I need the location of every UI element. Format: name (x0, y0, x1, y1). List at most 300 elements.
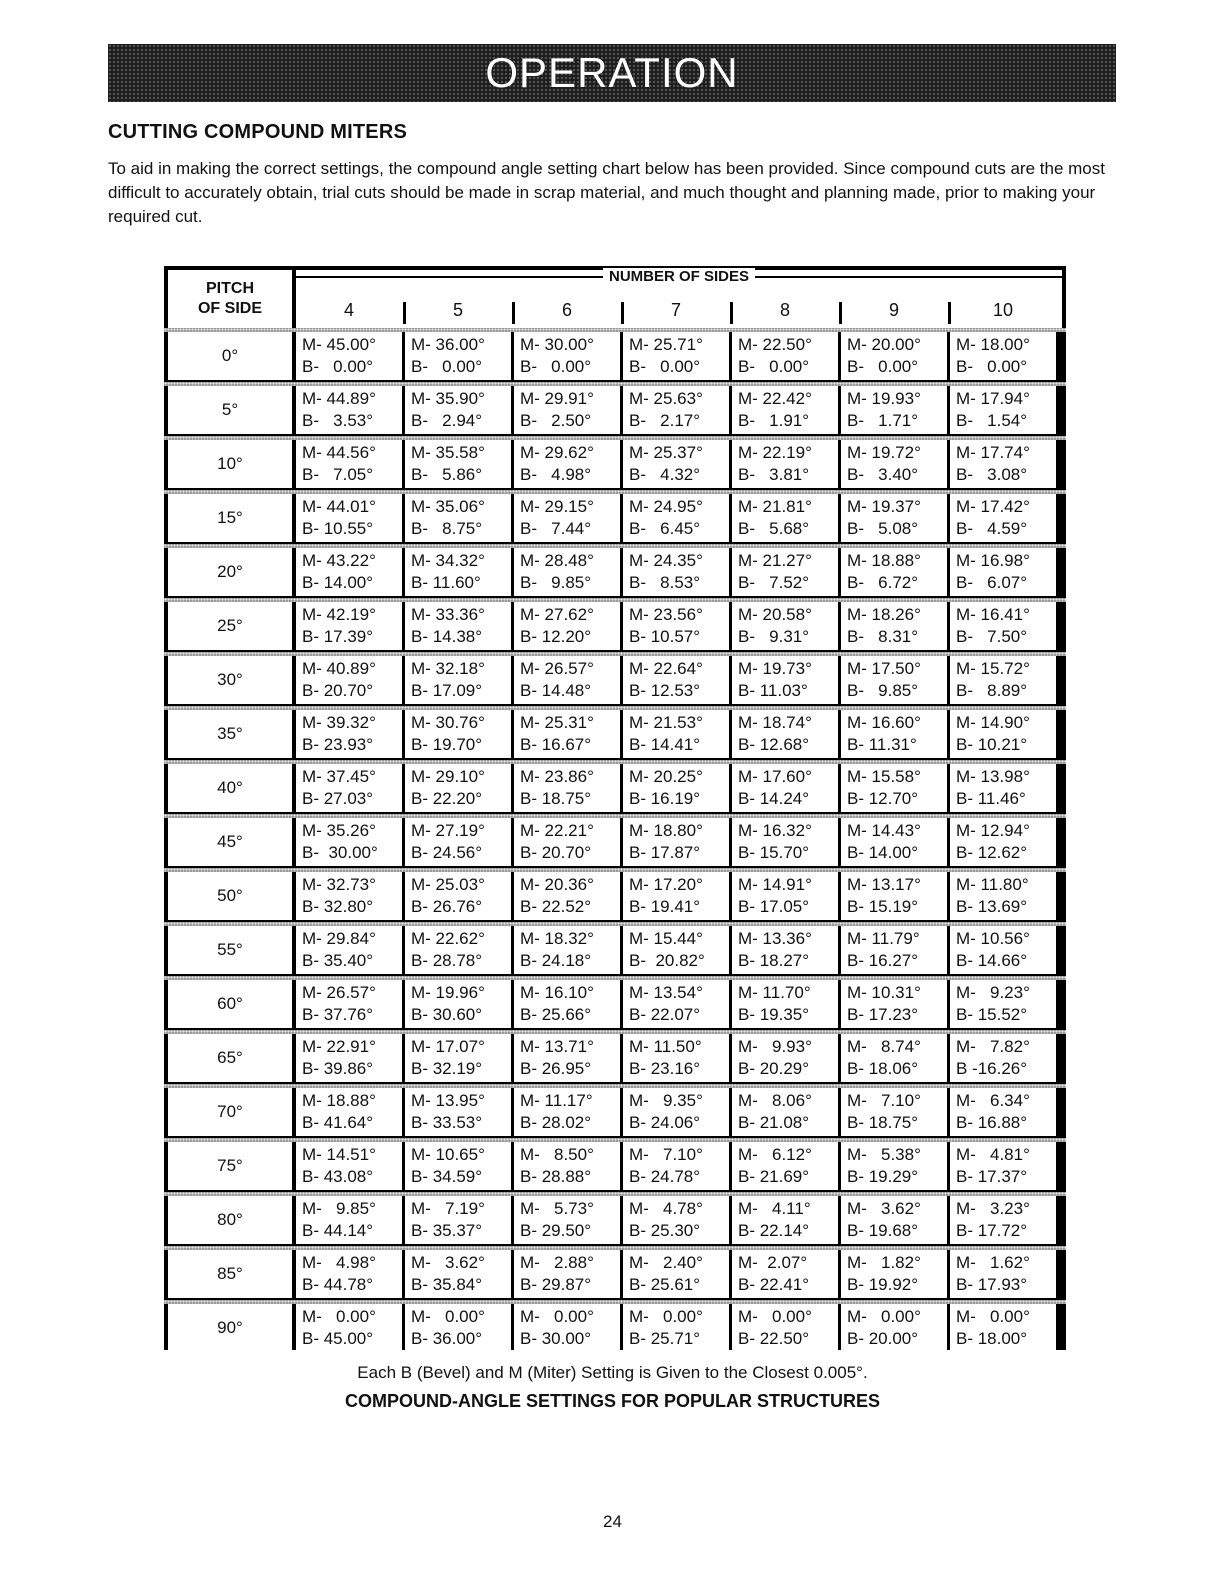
bevel-value: B- 28.88° (520, 1167, 592, 1186)
pitch-header-line2: OF SIDE (197, 300, 262, 317)
miter-value: M- 4.81° (956, 1145, 1030, 1164)
bevel-value: B- 6.72° (847, 573, 919, 592)
miter-value: M- 34.32° (411, 551, 485, 570)
setting-cell (405, 764, 511, 812)
miter-value: M- 29.84° (302, 929, 376, 948)
miter-value: M- 44.89° (302, 389, 376, 408)
miter-value: M- 13.71° (520, 1037, 594, 1056)
setting-cell (841, 602, 947, 650)
bevel-value: B- 8.53° (629, 573, 701, 592)
pitch-cell: 15° (168, 494, 292, 542)
setting-cell (296, 602, 402, 650)
column-separator (403, 302, 406, 324)
setting-cell (732, 1250, 838, 1298)
table-row (164, 1300, 1066, 1354)
miter-value: M- 12.94° (956, 821, 1030, 840)
setting-cell (296, 1304, 402, 1352)
compound-angle-chart (164, 266, 1066, 1350)
pitch-cell: 25° (168, 602, 292, 650)
bevel-value: B -16.26° (956, 1059, 1028, 1078)
miter-value: M- 29.62° (520, 443, 594, 462)
bevel-value: B- 12.20° (520, 627, 592, 646)
table-row (164, 706, 1066, 760)
setting-cell (296, 332, 402, 380)
setting-cell (296, 1088, 402, 1136)
chart-rows (164, 328, 1066, 1354)
setting-cell (732, 1034, 838, 1082)
table-row (164, 1138, 1066, 1192)
bevel-value: B- 30.00° (520, 1329, 592, 1348)
bevel-value: B- 11.31° (847, 735, 917, 754)
miter-value: M- 11.80° (956, 875, 1029, 894)
miter-value: M- 18.88° (302, 1091, 376, 1110)
setting-cell (623, 1088, 729, 1136)
sides-column-header: 9 (843, 300, 945, 324)
miter-value: M- 29.15° (520, 497, 594, 516)
bevel-value: B- 43.08° (302, 1167, 374, 1186)
miter-value: M- 8.50° (520, 1145, 594, 1164)
setting-cell (296, 980, 402, 1028)
miter-value: M- 6.12° (738, 1145, 812, 1164)
miter-value: M- 0.00° (956, 1307, 1030, 1326)
setting-cell (841, 1088, 947, 1136)
setting-cell (841, 494, 947, 542)
bevel-value: B- 5.68° (738, 519, 810, 538)
sides-column-header: 4 (298, 300, 400, 324)
miter-value: M- 14.43° (847, 821, 921, 840)
setting-cell (296, 1142, 402, 1190)
bevel-value: B- 29.87° (520, 1275, 592, 1294)
miter-value: M- 30.00° (520, 335, 594, 354)
bevel-value: B- 35.84° (411, 1275, 483, 1294)
miter-value: M- 2.88° (520, 1253, 594, 1272)
bevel-value: B- 0.00° (629, 357, 701, 376)
miter-value: M- 25.63° (629, 389, 703, 408)
miter-value: M- 3.23° (956, 1199, 1030, 1218)
setting-cell (732, 980, 838, 1028)
setting-cell (950, 440, 1056, 488)
bevel-value: B- 41.64° (302, 1113, 374, 1132)
miter-value: M- 36.00° (411, 335, 485, 354)
miter-value: M- 25.03° (411, 875, 485, 894)
table-row (164, 382, 1066, 436)
table-row (164, 1192, 1066, 1246)
setting-cell (405, 602, 511, 650)
setting-cell (623, 440, 729, 488)
miter-value: M- 22.21° (520, 821, 594, 840)
setting-cell (296, 386, 402, 434)
bevel-value: B- 10.55° (302, 519, 374, 538)
setting-cell (514, 1196, 620, 1244)
miter-value: M- 11.70° (738, 983, 811, 1002)
bevel-value: B- 39.86° (302, 1059, 374, 1078)
setting-cell (623, 818, 729, 866)
bevel-value: B- 4.32° (629, 465, 701, 484)
setting-cell (296, 1196, 402, 1244)
bevel-value: B- 17.37° (956, 1167, 1028, 1186)
setting-cell (732, 494, 838, 542)
setting-cell (405, 1088, 511, 1136)
intro-paragraph: To aid in making the correct settings, the compound angle setting chart below has been provided. Since compound cuts are the most difficult to accurately obtain, trial cuts should be made in scrap material, and much thought and planning made, prior to making your required cut. (108, 159, 1105, 226)
setting-cell (405, 1034, 511, 1082)
miter-value: M- 11.79° (847, 929, 920, 948)
miter-value: M- 5.38° (847, 1145, 921, 1164)
miter-value: M- 16.98° (956, 551, 1030, 570)
bevel-value: B- 25.66° (520, 1005, 592, 1024)
miter-value: M- 18.80° (629, 821, 703, 840)
bevel-value: B- 14.00° (847, 843, 919, 862)
bevel-value: B- 24.18° (520, 951, 592, 970)
miter-value: M- 15.58° (847, 767, 921, 786)
setting-cell (514, 1034, 620, 1082)
setting-cell (405, 926, 511, 974)
bevel-value: B- 9.31° (738, 627, 810, 646)
miter-value: M- 40.89° (302, 659, 376, 678)
column-separator (839, 302, 842, 324)
bevel-value: B- 4.59° (956, 519, 1028, 538)
bevel-value: B- 14.66° (956, 951, 1028, 970)
table-row (164, 652, 1066, 706)
table-row (164, 922, 1066, 976)
bevel-value: B- 4.98° (520, 465, 592, 484)
sides-column-header: 10 (952, 300, 1054, 324)
setting-cell (950, 656, 1056, 704)
setting-cell (405, 1250, 511, 1298)
table-row (164, 868, 1066, 922)
setting-cell (405, 1196, 511, 1244)
setting-cell (950, 386, 1056, 434)
setting-cell (296, 710, 402, 758)
page-number: 24 (603, 1512, 622, 1531)
bevel-value: B- 17.72° (956, 1221, 1028, 1240)
bevel-value: B- 12.53° (629, 681, 701, 700)
bevel-value: B- 19.41° (629, 897, 701, 916)
setting-cell (514, 386, 620, 434)
miter-value: M- 32.18° (411, 659, 485, 678)
miter-value: M- 4.11° (738, 1199, 811, 1218)
miter-value: M- 44.56° (302, 443, 376, 462)
miter-value: M- 0.00° (629, 1307, 703, 1326)
setting-cell (623, 1304, 729, 1352)
table-row (164, 976, 1066, 1030)
setting-cell (841, 440, 947, 488)
bevel-value: B- 17.09° (411, 681, 483, 700)
bevel-value: B- 22.52° (520, 897, 592, 916)
setting-cell (296, 764, 402, 812)
miter-value: M- 8.74° (847, 1037, 921, 1056)
bevel-value: B- 18.00° (956, 1329, 1028, 1348)
pitch-cell: 55° (168, 926, 292, 974)
setting-cell (732, 440, 838, 488)
miter-value: M- 21.53° (629, 713, 703, 732)
miter-value: M- 30.76° (411, 713, 485, 732)
setting-cell (296, 872, 402, 920)
miter-value: M- 22.91° (302, 1037, 376, 1056)
bevel-value: B- 0.00° (302, 357, 374, 376)
miter-value: M- 25.71° (629, 335, 703, 354)
setting-cell (514, 1250, 620, 1298)
miter-value: M- 1.82° (847, 1253, 921, 1272)
bevel-value: B- 44.14° (302, 1221, 374, 1240)
miter-value: M- 35.90° (411, 389, 485, 408)
setting-cell (514, 1304, 620, 1352)
miter-value: M- 25.31° (520, 713, 594, 732)
miter-value: M- 35.06° (411, 497, 485, 516)
miter-value: M- 21.27° (738, 551, 812, 570)
bevel-value: B- 2.94° (411, 411, 483, 430)
setting-cell (514, 656, 620, 704)
bevel-value: B- 21.08° (738, 1113, 810, 1132)
miter-value: M- 9.35° (629, 1091, 703, 1110)
miter-value: M- 20.36° (520, 875, 594, 894)
setting-cell (950, 332, 1056, 380)
miter-value: M- 5.73° (520, 1199, 594, 1218)
setting-cell (405, 332, 511, 380)
bevel-value: B- 0.00° (738, 357, 810, 376)
bevel-value: B- 16.19° (629, 789, 701, 808)
miter-value: M- 22.19° (738, 443, 812, 462)
bevel-value: B- 0.00° (847, 357, 919, 376)
pitch-cell: 65° (168, 1034, 292, 1082)
miter-value: M- 22.62° (411, 929, 485, 948)
column-separator (730, 302, 733, 324)
bevel-value: B- 14.00° (302, 573, 374, 592)
bevel-value: B- 17.05° (738, 897, 810, 916)
setting-cell (514, 710, 620, 758)
column-separator (948, 302, 951, 324)
setting-cell (514, 764, 620, 812)
bevel-value: B- 21.69° (738, 1167, 810, 1186)
bevel-value: B- 0.00° (411, 357, 483, 376)
setting-cell (950, 602, 1056, 650)
bevel-value: B- 23.16° (629, 1059, 701, 1078)
setting-cell (623, 1196, 729, 1244)
miter-value: M- 23.86° (520, 767, 594, 786)
bevel-value: B- 36.00° (411, 1329, 483, 1348)
bevel-value: B- 7.05° (302, 465, 374, 484)
miter-value: M- 13.54° (629, 983, 703, 1002)
setting-cell (623, 1034, 729, 1082)
pitch-cell: 75° (168, 1142, 292, 1190)
sides-header-label: NUMBER OF SIDES (603, 268, 755, 285)
bevel-value: B- 14.48° (520, 681, 592, 700)
bevel-value: B- 8.31° (847, 627, 919, 646)
setting-cell (405, 818, 511, 866)
miter-value: M- 19.37° (847, 497, 921, 516)
setting-cell (841, 872, 947, 920)
bevel-value: B- 1.54° (956, 411, 1028, 430)
pitch-cell: 35° (168, 710, 292, 758)
miter-value: M- 13.36° (738, 929, 812, 948)
miter-value: M- 24.95° (629, 497, 703, 516)
bevel-value: B- 24.06° (629, 1113, 701, 1132)
setting-cell (950, 548, 1056, 596)
setting-cell (514, 980, 620, 1028)
miter-value: M- 17.94° (956, 389, 1030, 408)
bevel-value: B- 22.14° (738, 1221, 810, 1240)
column-separator (512, 302, 515, 324)
miter-value: M- 19.96° (411, 983, 485, 1002)
bevel-value: B- 32.80° (302, 897, 374, 916)
miter-value: M- 3.62° (847, 1199, 921, 1218)
pitch-cell: 70° (168, 1088, 292, 1136)
bevel-value: B- 15.70° (738, 843, 810, 862)
setting-cell (623, 602, 729, 650)
pitch-cell: 45° (168, 818, 292, 866)
table-row (164, 1246, 1066, 1300)
sides-column-header: 6 (516, 300, 618, 324)
setting-cell (296, 818, 402, 866)
table-row (164, 436, 1066, 490)
bevel-value: B- 9.85° (847, 681, 919, 700)
bevel-value: B- 25.61° (629, 1275, 701, 1294)
bevel-value: B- 22.50° (738, 1329, 810, 1348)
bevel-value: B- 11.60° (411, 573, 481, 592)
setting-cell (841, 1304, 947, 1352)
setting-cell (405, 548, 511, 596)
miter-value: M- 18.88° (847, 551, 921, 570)
setting-cell (950, 710, 1056, 758)
setting-cell (623, 710, 729, 758)
miter-value: M- 16.60° (847, 713, 921, 732)
bevel-value: B- 34.59° (411, 1167, 483, 1186)
bevel-value: B- 12.70° (847, 789, 919, 808)
setting-cell (514, 872, 620, 920)
bevel-value: B- 18.06° (847, 1059, 919, 1078)
setting-cell (405, 710, 511, 758)
miter-value: M- 22.42° (738, 389, 812, 408)
bevel-value: B- 16.67° (520, 735, 592, 754)
miter-value: M- 18.00° (956, 335, 1030, 354)
setting-cell (514, 440, 620, 488)
table-row (164, 1084, 1066, 1138)
setting-cell (405, 440, 511, 488)
setting-cell (623, 386, 729, 434)
setting-cell (296, 1250, 402, 1298)
setting-cell (841, 1196, 947, 1244)
miter-value: M- 2.07° (738, 1253, 808, 1272)
miter-value: M- 9.85° (302, 1199, 376, 1218)
pitch-cell: 10° (168, 440, 292, 488)
bevel-value: B- 22.41° (738, 1275, 810, 1294)
bevel-value: B- 26.76° (411, 897, 483, 916)
bevel-value: B- 16.88° (956, 1113, 1028, 1132)
miter-value: M- 10.65° (411, 1145, 485, 1164)
miter-value: M- 22.50° (738, 335, 812, 354)
table-row (164, 814, 1066, 868)
miter-value: M- 44.01° (302, 497, 376, 516)
miter-value: M- 32.73° (302, 875, 376, 894)
miter-value: M- 9.23° (956, 983, 1030, 1002)
table-row (164, 490, 1066, 544)
miter-value: M- 17.42° (956, 497, 1030, 516)
bevel-value: B- 14.38° (411, 627, 483, 646)
setting-cell (623, 494, 729, 542)
miter-value: M- 26.57° (302, 983, 376, 1002)
bevel-value: B- 16.27° (847, 951, 919, 970)
bevel-value: B- 5.86° (411, 465, 483, 484)
bevel-value: B- 19.70° (411, 735, 483, 754)
bevel-value: B- 30.60° (411, 1005, 483, 1024)
pitch-cell: 5° (168, 386, 292, 434)
miter-value: M- 45.00° (302, 335, 376, 354)
miter-value: M- 7.10° (629, 1145, 703, 1164)
setting-cell (950, 1088, 1056, 1136)
setting-cell (623, 872, 729, 920)
miter-value: M- 0.00° (847, 1307, 921, 1326)
bevel-value: B- 20.70° (302, 681, 374, 700)
bevel-value: B- 19.92° (847, 1275, 919, 1294)
section-title: CUTTING COMPOUND MITERS (108, 121, 408, 143)
miter-value: M- 15.44° (629, 929, 703, 948)
setting-cell (841, 764, 947, 812)
setting-cell (405, 1304, 511, 1352)
pitch-cell: 80° (168, 1196, 292, 1244)
bevel-value: B- 22.07° (629, 1005, 701, 1024)
setting-cell (841, 386, 947, 434)
setting-cell (841, 1142, 947, 1190)
banner-title: OPERATION (485, 49, 739, 96)
bevel-value: B- 17.93° (956, 1275, 1028, 1294)
setting-cell (405, 872, 511, 920)
miter-value: M- 19.93° (847, 389, 921, 408)
miter-value: M- 17.74° (956, 443, 1030, 462)
bevel-value: B- 11.46° (956, 789, 1026, 808)
pitch-cell: 60° (168, 980, 292, 1028)
bevel-value: B- 20.29° (738, 1059, 810, 1078)
miter-value: M- 35.26° (302, 821, 376, 840)
bevel-value: B- 32.19° (411, 1059, 483, 1078)
bevel-value: B- 5.08° (847, 519, 919, 538)
setting-cell (841, 710, 947, 758)
miter-value: M- 17.60° (738, 767, 812, 786)
setting-cell (514, 494, 620, 542)
setting-cell (296, 548, 402, 596)
setting-cell (623, 656, 729, 704)
miter-value: M- 35.58° (411, 443, 485, 462)
setting-cell (296, 656, 402, 704)
setting-cell (950, 764, 1056, 812)
bevel-value: B- 12.68° (738, 735, 810, 754)
miter-value: M- 42.19° (302, 605, 376, 624)
bevel-value: B- 15.19° (847, 897, 919, 916)
pitch-cell: 40° (168, 764, 292, 812)
miter-value: M- 8.06° (738, 1091, 812, 1110)
table-row (164, 760, 1066, 814)
miter-value: M- 2.40° (629, 1253, 703, 1272)
bevel-value: B- 27.03° (302, 789, 374, 808)
bevel-value: B- 0.00° (956, 357, 1028, 376)
bevel-value: B- 19.35° (738, 1005, 810, 1024)
bevel-value: B- 23.93° (302, 735, 374, 754)
miter-value: M- 19.73° (738, 659, 812, 678)
bevel-value: B- 2.17° (629, 411, 701, 430)
pitch-cell: 20° (168, 548, 292, 596)
bevel-value: B- 8.89° (956, 681, 1028, 700)
setting-cell (841, 818, 947, 866)
setting-cell (514, 926, 620, 974)
miter-value: M- 14.51° (302, 1145, 376, 1164)
table-row (164, 1030, 1066, 1084)
setting-cell (732, 872, 838, 920)
miter-value: M- 7.82° (956, 1037, 1030, 1056)
setting-cell (514, 818, 620, 866)
column-separator (621, 302, 624, 324)
miter-value: M- 10.31° (847, 983, 921, 1002)
miter-value: M- 11.17° (520, 1091, 593, 1110)
number-of-sides-header (296, 270, 1062, 328)
setting-cell (623, 332, 729, 380)
